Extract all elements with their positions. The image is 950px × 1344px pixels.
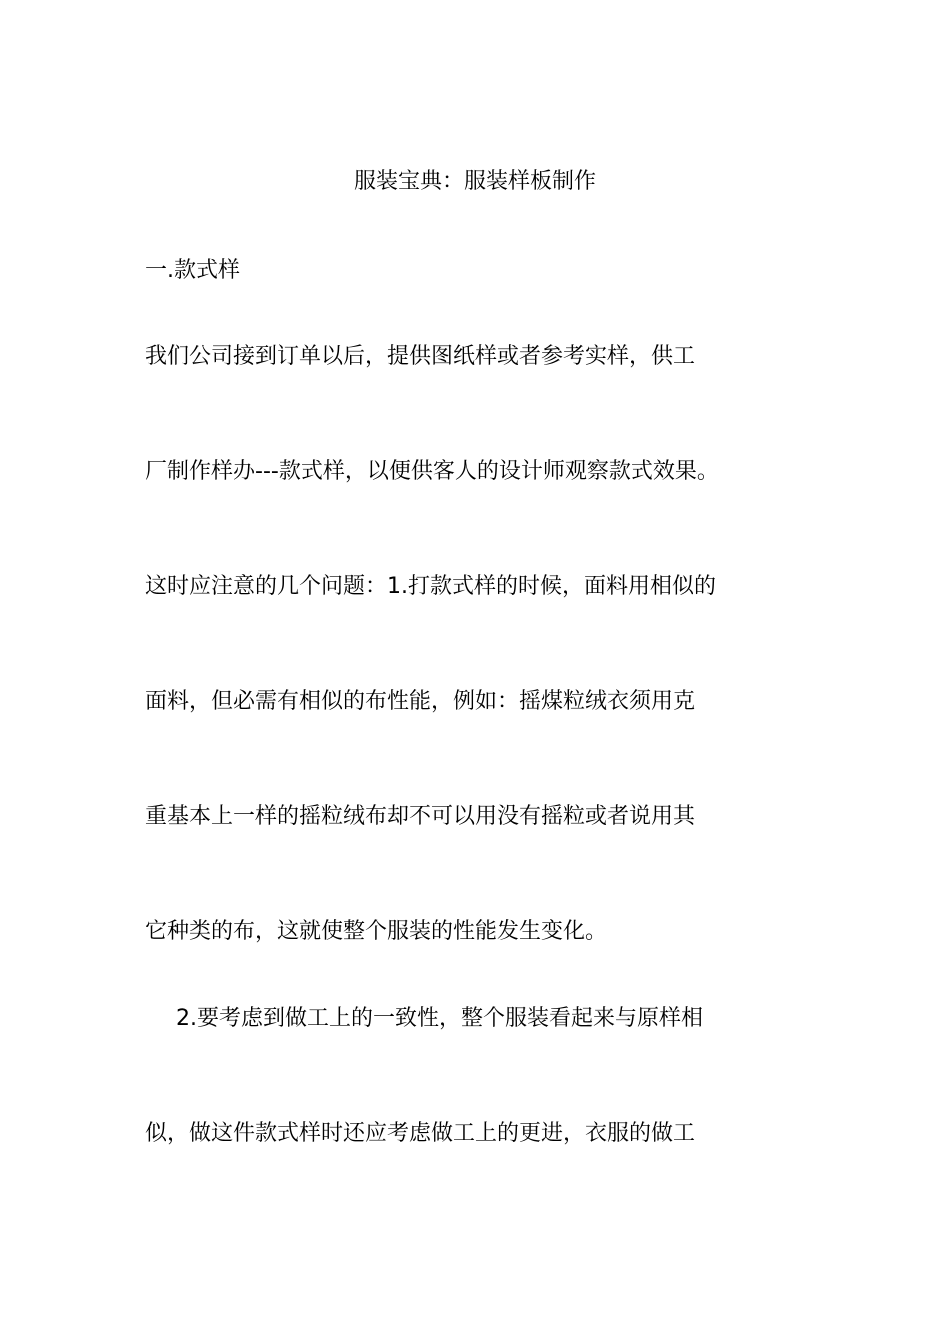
section-heading: 一.款式样	[145, 258, 240, 283]
paragraph-line: 重基本上一样的摇粒绒布却不可以用没有摇粒或者说用其	[145, 804, 696, 829]
paragraph-line: 面料，但必需有相似的布性能，例如：摇煤粒绒衣须用克	[145, 689, 696, 714]
paragraph-line: 它种类的布，这就使整个服装的性能发生变化。	[145, 919, 608, 944]
paragraph-line: 2.要考虑到做工上的一致性，整个服装看起来与原样相	[176, 1006, 703, 1031]
paragraph-line: 似，做这件款式样时还应考虑做工上的更进，衣服的做工	[145, 1121, 696, 1146]
document-title: 服装宝典：服装样板制作	[353, 169, 596, 194]
paragraph-line: 我们公司接到订单以后，提供图纸样或者参考实样，供工	[145, 344, 696, 369]
paragraph-line: 这时应注意的几个问题：1.打款式样的时候，面料用相似的	[145, 574, 716, 599]
paragraph-line: 厂制作样办---款式样，以便供客人的设计师观察款式效果。	[145, 459, 719, 484]
